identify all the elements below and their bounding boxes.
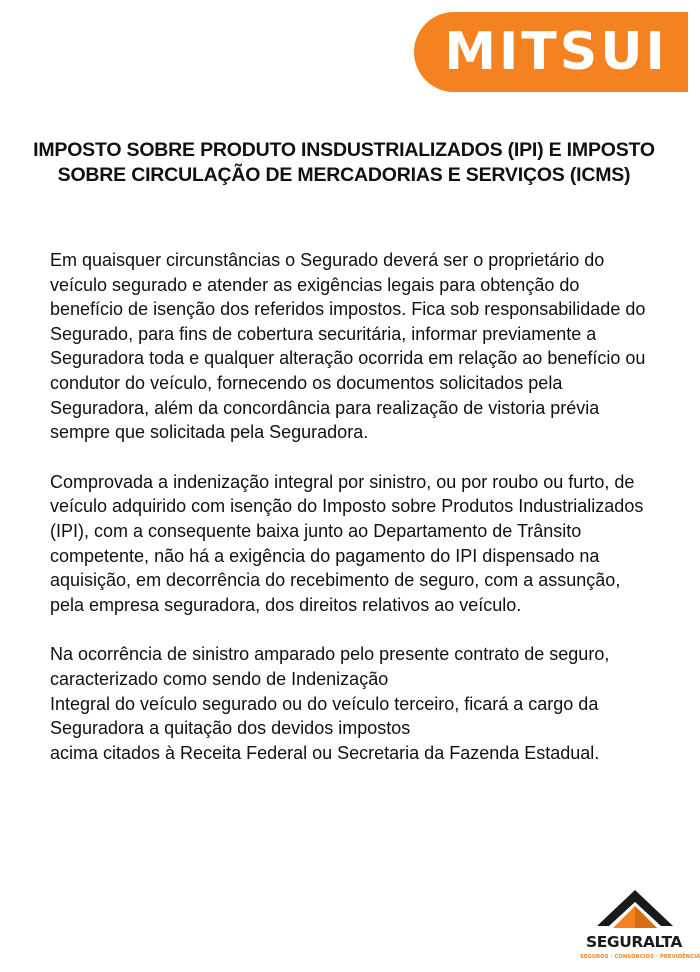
- roof-icon: [595, 888, 675, 933]
- document-title: IMPOSTO SOBRE PRODUTO INSDUSTRIALIZADOS (IPI) E IMPOSTO SOBRE CIRCULAÇÃO DE MERCADORIAS E SERVIÇOS (ICMS): [33, 139, 655, 186]
- logo-name: SEGURALTA: [585, 933, 683, 951]
- document-body: [50, 248, 650, 790]
- paragraph-2: Comprovada a indenização integral por sinistro, ou por roubo ou furto, de veículo adquirido com isenção do Imposto sobre Produtos Industrializados (IPI), com a consequente baixa junto ao Departamento de Trânsito competente, não há a exigência do pagamento do IPI dispensado na aquisição, em decorrência do recebimento de seguro, com a assunção, pela empresa seguradora, dos direitos relativos ao veículo.: [50, 471, 644, 615]
- brand-badge: [414, 12, 688, 92]
- paragraph-3: Na ocorrência de sinistro amparado pelo presente contrato de seguro, caracterizado como sendo de Indenização Integral do veículo segurado ou do veículo terceiro, ficará a cargo da Seguradora a quitação dos devidos impostos acima citados à Receita Federal ou Secretaria da Fazenda Estadual.: [50, 644, 610, 763]
- logo-tagline: SEGUROS · CONSÓRCIOS · PREVIDÊNCIA: [580, 954, 700, 960]
- footer-logo: [580, 888, 700, 966]
- paragraph-1: Em quaisquer circunstâncias o Segurado deverá ser o proprietário do veículo segurado e atender as exigências legais para obtenção do benefício de isenção dos referidos impostos. Fica sob responsabilidade do Segurado, para fins de cobertura securitária, informar previamente a Seguradora toda e qualquer alteração ocorrida em relação ao benefício ou condutor do veículo, fornecendo os documentos solicitados pela Seguradora, além da concordância para realização de vistoria prévia sempre que solicitada pela Seguradora.: [50, 250, 646, 443]
- brand-name: MITSUI: [444, 22, 668, 82]
